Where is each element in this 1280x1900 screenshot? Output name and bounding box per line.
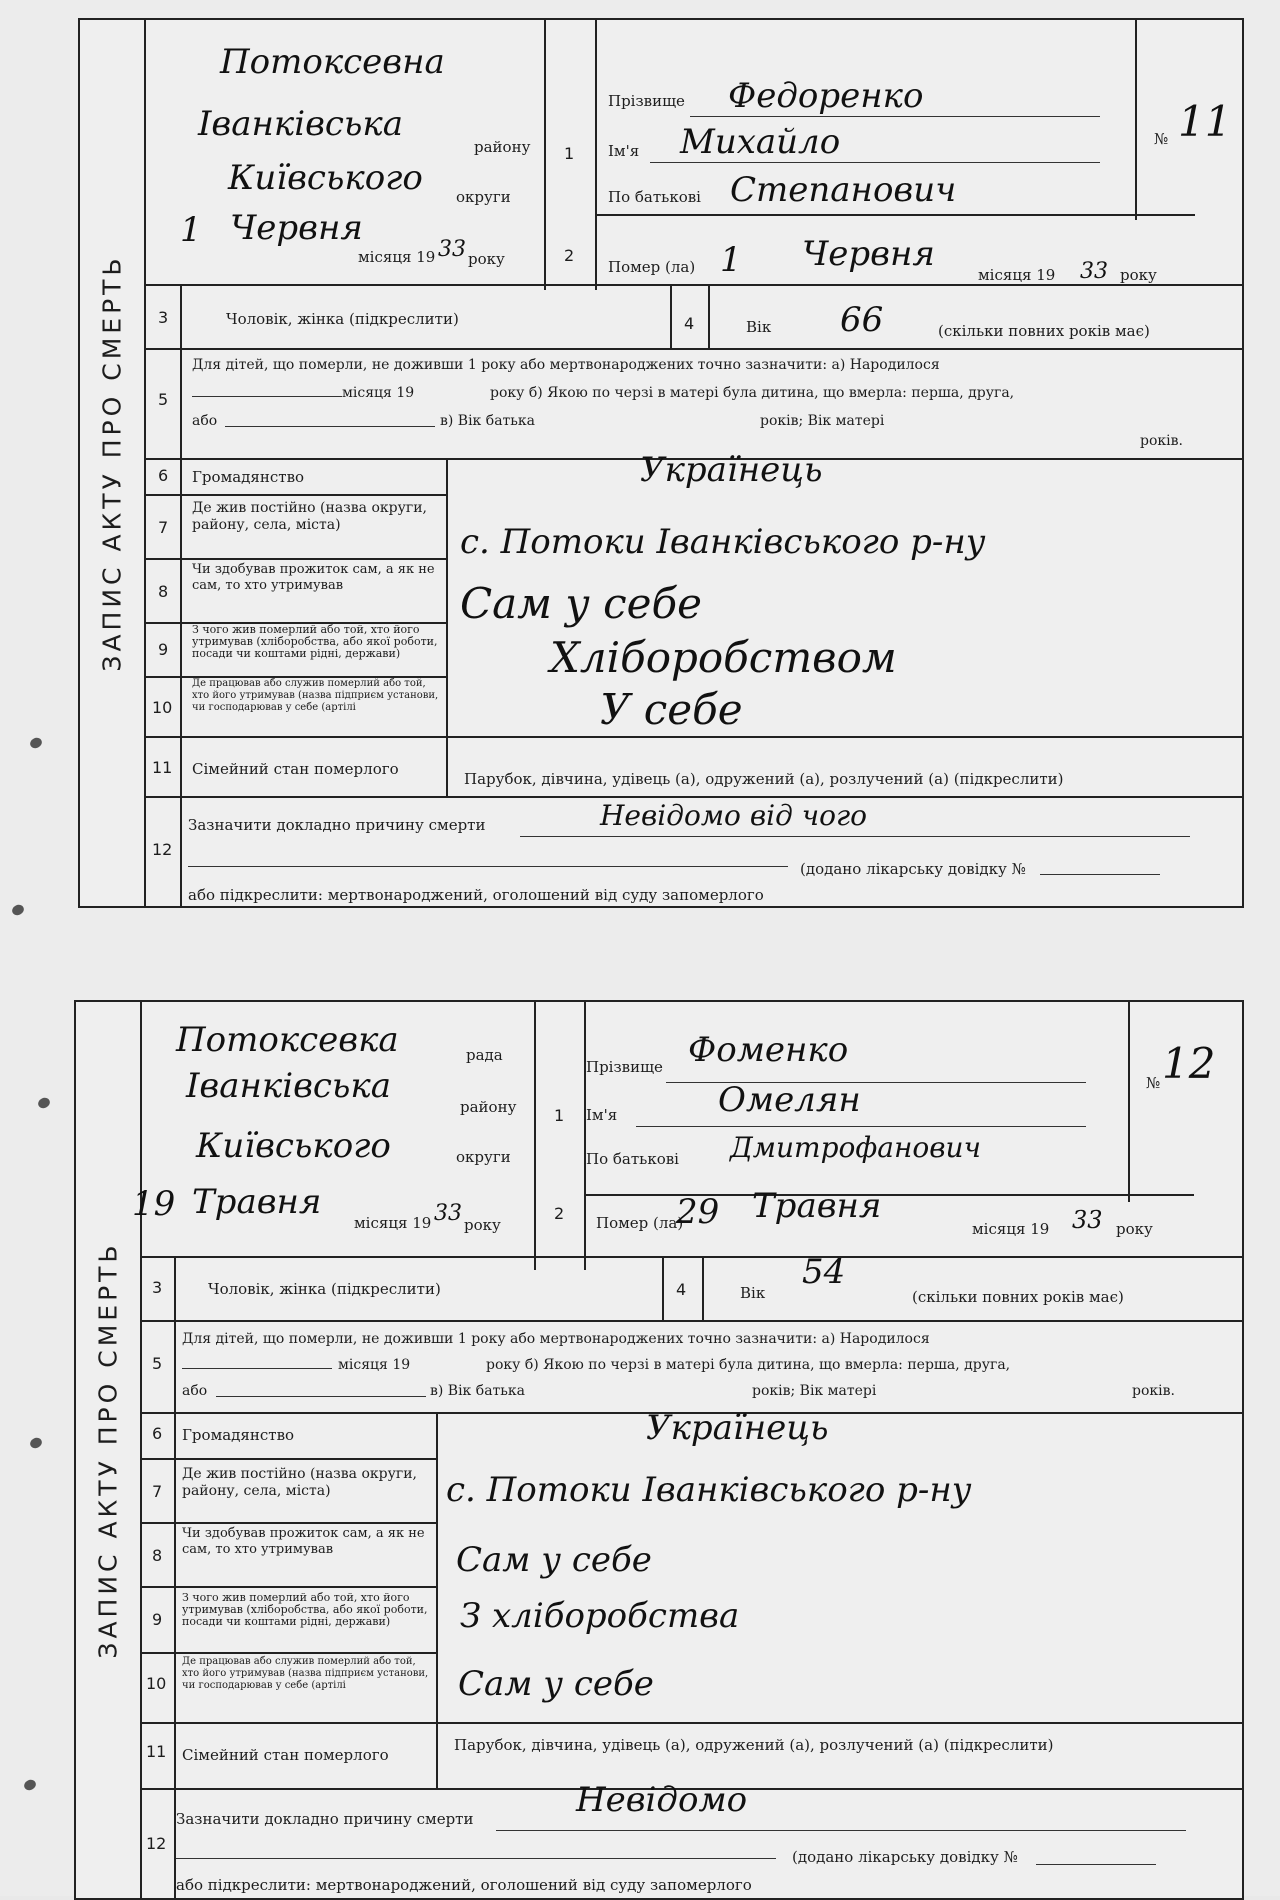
workplace-label: Де працював або служив померлий або той, хто його утримував (назва підприєм установи, чи господарював у себе (артілі [182, 1656, 429, 1691]
registration-month: Травня [192, 1182, 322, 1222]
stillborn-label: або підкреслити: мертвонароджений, оголошений від суду запомерлого [188, 886, 764, 904]
age-note: (скільки повних років має) [938, 322, 1150, 340]
rayon-name: Іванківська [186, 1066, 391, 1106]
surname-label: Прізвище [608, 92, 685, 110]
rada-label: рада [466, 1046, 503, 1064]
death-record-12: ЗАПИС АКТУ ПРО СМЕРТЬ Потоксевка рада Іванківська району Київського округи 19 Травня місяця 19 33 року 1 2 Прізвище Фоменко Ім'я Омелян По батькові Дмитрофанович № 12 Помер (ла) 29 Травня місяця 19 33 року 3 Чоловік, жінка (підкреслити) 4 Вік 54 (скільки повних років має) 5 Для дітей, що померли, не доживши 1 року або мертвонароджених точно зазначити: а) Народилося місяця 19 року б) Якою по черзі в матері була дитина, що вмерла: перша, друга, або в) Вік батька років; Вік матері років. 6 Громадянство Українець 7 Де жив постійно (назва округи, району, села, міста) с. Потоки Іванківського р-ну 8 Чи здобував прожиток сам, а як не сам, то хто утримував Сам у себе 9 З чого жив померлий або той, хто його утримував (хліборобства, або якої роботи, посади чи коштами рідні, держави) З хліборобства 10 Де працював або служив померлий або той, хто його утримував (назва підприєм установи, чи господарював у себе (артілі Сам у себе 11 Сімейний стан померлого Парубок, дівчина, удівець (а), одружений (а), розлучений (а) (підкреслити) 12 Зазначити докладно причину смерти Невідомо (додано лікарську довідку № або підкреслити: мертвонароджений, оголошений від суду запомерлого [74, 1000, 1244, 1900]
citizenship-label: Громадянство [182, 1426, 295, 1444]
death-year-label: року [1120, 266, 1157, 284]
punch-hole [22, 1778, 37, 1792]
residence-value: с. Потоки Іванківського р-ну [460, 522, 986, 562]
died-label: Помер (ла) [608, 258, 696, 276]
cause-value: Невідомо від чого [600, 799, 867, 832]
record-side-title: ЗАПИС АКТУ ПРО СМЕРТЬ [76, 1002, 142, 1898]
no-label: № [1146, 1074, 1161, 1092]
stillborn-label: або підкреслити: мертвонароджений, оголошений від суду запомерлого [176, 1876, 752, 1894]
livelihood-label: Чи здобував прожиток сам, а як не сам, то хто утримував [182, 1526, 425, 1557]
children-line-3b: в) Вік батька [440, 413, 535, 429]
rayon-name: Іванківська [198, 104, 403, 144]
citizenship-value: Українець [646, 1408, 829, 1448]
surname-label: Прізвище [586, 1058, 663, 1076]
patronymic-label: По батькові [586, 1150, 679, 1168]
livelihood-value: Сам у себе [456, 1540, 652, 1580]
cause-label: Зазначити докладно причину смерти [176, 1810, 474, 1828]
death-day: 29 [676, 1192, 720, 1232]
death-year-label: року [1116, 1220, 1153, 1238]
month-year-label: місяця 19 [358, 248, 436, 266]
surname-value: Фоменко [688, 1030, 849, 1070]
village-council: Потоксевна [220, 42, 445, 82]
cert-label: (додано лікарську довідку № [800, 860, 1026, 878]
marital-label: Сімейний стан померлого [192, 760, 399, 778]
children-line-3c: років; Вік матері [760, 413, 885, 429]
name-label: Ім'я [586, 1106, 618, 1124]
citizenship-label: Громадянство [192, 468, 305, 486]
year-label: року [468, 250, 505, 268]
source-value: Хліборобством [550, 633, 897, 682]
marital-label: Сімейний стан померлого [182, 1746, 389, 1764]
children-line-3: або [182, 1383, 208, 1399]
okruha-name: Київського [228, 158, 423, 198]
livelihood-value: Сам у себе [460, 579, 702, 628]
death-month-label: місяця 19 [972, 1220, 1050, 1238]
livelihood-label: Чи здобував прожиток сам, а як не сам, то хто утримував [192, 562, 435, 593]
cause-label: Зазначити докладно причину смерти [188, 816, 486, 834]
rayonu-label: району [474, 138, 531, 156]
cert-label: (додано лікарську довідку № [792, 1848, 1018, 1866]
source-label: З чого жив померлий або той, хто його утримував (хліборобства, або якої роботи, посади чи коштами рідні, держави) [182, 1591, 428, 1628]
cause-value: Невідомо [576, 1780, 748, 1820]
registration-day: 19 [132, 1184, 176, 1224]
registration-year: 33 [434, 1201, 462, 1226]
surname-value: Федоренко [728, 76, 924, 116]
okruhy-label: округи [456, 1148, 511, 1166]
residence-label: Де жив постійно (назва округи, району, села, міста) [192, 500, 427, 533]
residence-label: Де жив постійно (назва округи, району, села, міста) [182, 1466, 417, 1499]
name-value: Михайло [680, 122, 841, 162]
record-number: 12 [1162, 1039, 1216, 1088]
source-label: З чого жив померлий або той, хто його утримував (хліборобства, або якої роботи, посади чи коштами рідні, держави) [192, 623, 438, 660]
age-note: (скільки повних років має) [912, 1288, 1124, 1306]
marital-options: Парубок, дівчина, удівець (а), одружений (а), розлучений (а) (підкреслити) [464, 770, 1064, 788]
patronymic-value: Дмитрофанович [730, 1131, 982, 1164]
children-line-1: Для дітей, що померли, не доживши 1 року або мертвонароджених точно зазначити: а) Народилося [182, 1331, 930, 1347]
name-value: Омелян [718, 1080, 861, 1120]
residence-value: с. Потоки Іванківського р-ну [446, 1470, 972, 1510]
punch-hole [36, 1096, 51, 1110]
children-line-2: місяця 19 [342, 385, 415, 401]
children-line-1: Для дітей, що померли, не доживши 1 року або мертвонароджених точно зазначити: а) Народилося [192, 357, 940, 373]
rayonu-label: району [460, 1098, 517, 1116]
workplace-value: У себе [600, 685, 743, 734]
okruhy-label: округи [456, 188, 511, 206]
children-line-2b: року б) Якою по черзі в матері була дитина, що вмерла: перша, друга, [486, 1357, 1011, 1373]
sex-label: Чоловік, жінка (підкреслити) [226, 310, 459, 328]
children-line-3d: років. [1140, 433, 1183, 449]
age-label: Вік [740, 1284, 766, 1302]
no-label: № [1154, 130, 1169, 148]
children-line-2b: року б) Якою по черзі в матері була дитина, що вмерла: перша, друга, [490, 385, 1015, 401]
died-label: Помер (ла) [596, 1214, 684, 1232]
sex-label: Чоловік, жінка (підкреслити) [208, 1280, 441, 1298]
registration-month: Червня [230, 208, 363, 248]
registration-year: 33 [438, 237, 466, 262]
children-line-3d: років. [1132, 1383, 1175, 1399]
punch-hole [28, 736, 43, 750]
record-side-title: ЗАПИС АКТУ ПРО СМЕРТЬ [80, 20, 146, 906]
children-line-3b: в) Вік батька [430, 1383, 525, 1399]
death-day: 1 [720, 240, 742, 280]
village-council: Потоксевка [176, 1020, 399, 1060]
age-label: Вік [746, 318, 772, 336]
okruha-name: Київського [196, 1126, 391, 1166]
patronymic-label: По батькові [608, 188, 701, 206]
workplace-label: Де працював або служив померлий або той, хто його утримував (назва підприєм установи, чи господарював у себе (артілі [192, 678, 439, 713]
children-line-3: або [192, 413, 218, 429]
punch-hole [28, 1436, 43, 1450]
punch-hole [10, 903, 25, 917]
name-label: Ім'я [608, 142, 640, 160]
workplace-value: Сам у себе [458, 1664, 654, 1704]
death-month-label: місяця 19 [978, 266, 1056, 284]
death-month: Травня [752, 1186, 882, 1226]
marital-options: Парубок, дівчина, удівець (а), одружений (а), розлучений (а) (підкреслити) [454, 1736, 1054, 1754]
month-year-label: місяця 19 [354, 1214, 432, 1232]
death-year: 33 [1080, 259, 1108, 284]
citizenship-value: Українець [640, 450, 823, 490]
year-label: року [464, 1216, 501, 1234]
record-number: 11 [1178, 97, 1232, 146]
patronymic-value: Степанович [730, 170, 957, 210]
age-value: 66 [840, 300, 884, 340]
death-record-11: ЗАПИС АКТУ ПРО СМЕРТЬ Потоксевна Іванківська району Київського округи 1 Червня місяця 19 33 року 1 2 Прізвище Федоренко Ім'я Михайло По батькові Степанович № 11 Помер (ла) 1 Червня місяця 19 33 року 3 Чоловік, жінка (підкреслити) 4 Вік 66 (скільки повних років має) 5 Для дітей, що померли, не доживши 1 року або мертвонароджених точно зазначити: а) Народилося місяця 19 року б) Якою по черзі в матері була дитина, що вмерла: перша, друга, або в) Вік батька років; Вік матері років. 6 Громадянство Українець 7 Де жив постійно (назва округи, району, села, міста) с. Потоки Іванківського р-ну 8 Чи здобував прожиток сам, а як не сам, то хто утримував Сам у себе 9 З чого жив померлий або той, хто його утримував (хліборобства, або якої роботи, посади чи коштами рідні, держави) Хліборобством 10 Де працював або служив померлий або той, хто його утримував (назва підприєм установи, чи господарював у себе (артілі У себе 11 Сімейний стан померлого Парубок, дівчина, удівець (а), одружений (а), розлучений (а) (підкреслити) 12 Зазначити докладно причину смерти Невідомо від чого (додано лікарську довідку № або підкреслити: мертвонароджений, оголошений від суду запомерлого [78, 18, 1244, 908]
registration-day: 1 [180, 210, 202, 250]
death-year: 33 [1072, 1206, 1103, 1234]
source-value: З хліборобства [460, 1596, 740, 1636]
age-value: 54 [802, 1252, 846, 1292]
children-line-3c: років; Вік матері [752, 1383, 877, 1399]
death-month: Червня [802, 234, 935, 274]
children-line-2: місяця 19 [338, 1357, 411, 1373]
